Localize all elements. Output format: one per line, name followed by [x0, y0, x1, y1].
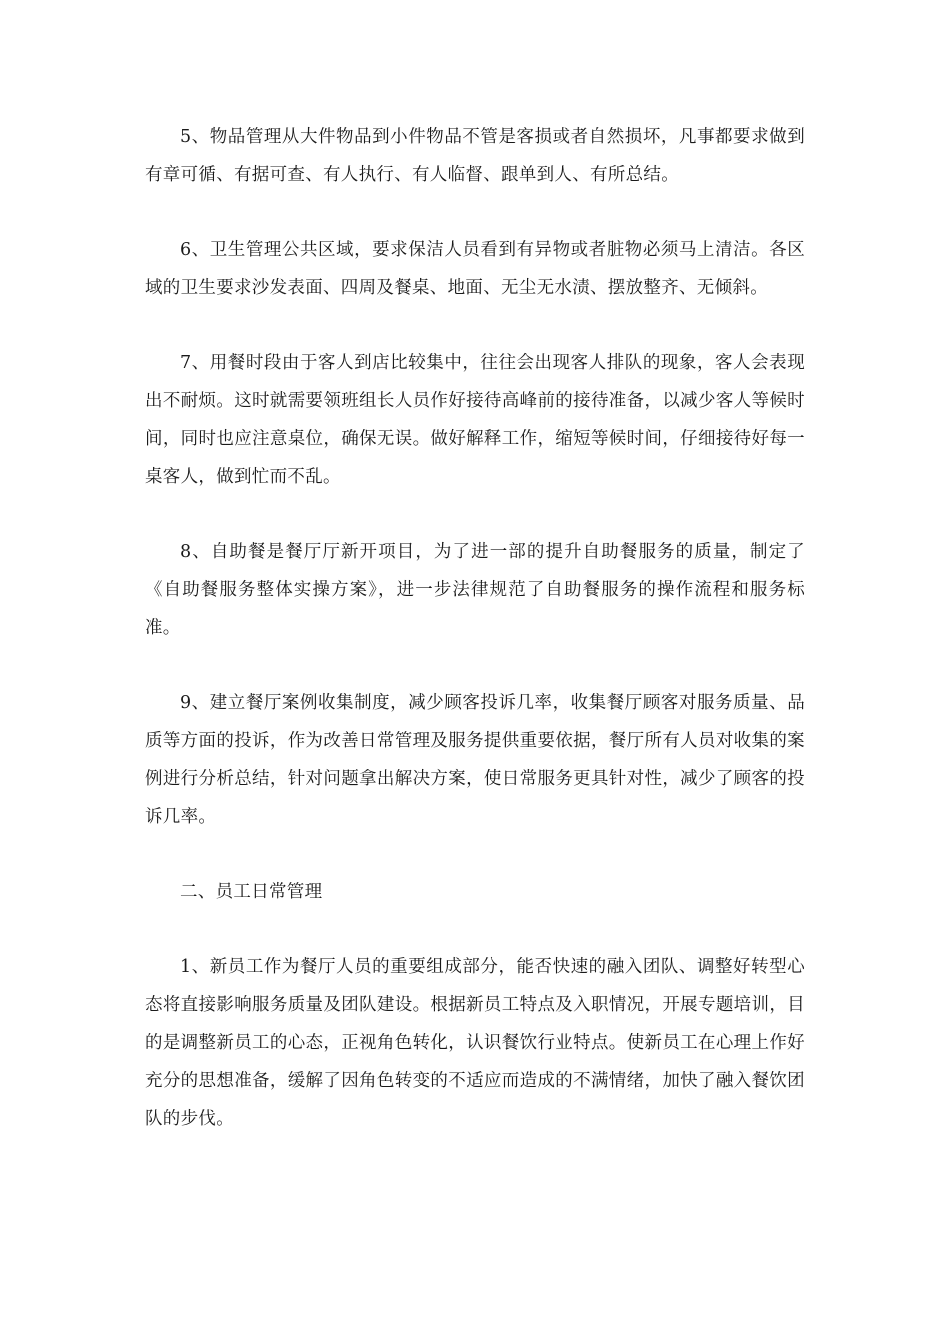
section-paragraph-1: 1、新员工作为餐厅人员的重要组成部分，能否快速的融入团队、调整好转型心态将直接影响服务质量及团队建设。根据新员工特点及入职情况，开展专题培训，目的是调整新员工的心态，正视角色转化，认识餐饮行业特点。使新员工在心理上作好充分的思想准备，缓解了因角色转变的不适应而造成的不满情绪，加快了融入餐饮团队的步伐。 — [145, 957, 805, 1129]
section-heading: 二、员工日常管理 — [180, 882, 323, 902]
paragraph-item-7: 7、用餐时段由于客人到店比较集中，往往会出现客人排队的现象，客人会表现出不耐烦。这时就需要领班组长人员作好接待高峰前的接待准备，以减少客人等候时间，同时也应注意桌位，确保无误。做好解释工作，缩短等候时间，仔细接待好每一桌客人，做到忙而不乱。 — [145, 353, 805, 487]
paragraph-item-6: 6、卫生管理公共区域，要求保洁人员看到有异物或者脏物必须马上清洁。各区域的卫生要求沙发表面、四周及餐桌、地面、无尘无水渍、摆放整齐、无倾斜。 — [145, 240, 805, 298]
paragraph-item-9: 9、建立餐厅案例收集制度，减少顾客投诉几率，收集餐厅顾客对服务质量、品质等方面的投诉，作为改善日常管理及服务提供重要依据，餐厅所有人员对收集的案例进行分析总结，针对问题拿出解决方案，使日常服务更具针对性，减少了顾客的投诉几率。 — [145, 693, 805, 827]
paragraph-item-8: 8、自助餐是餐厅厅新开项目，为了进一部的提升自助餐服务的质量，制定了《自助餐服务整体实操方案》，进一步法律规范了自助餐服务的操作流程和服务标准。 — [145, 542, 805, 638]
paragraph-item-5: 5、物品管理从大件物品到小件物品不管是客损或者自然损坏，凡事都要求做到有章可循、有据可查、有人执行、有人临督、跟单到人、有所总结。 — [145, 127, 805, 185]
document-page — [145, 118, 805, 1175]
